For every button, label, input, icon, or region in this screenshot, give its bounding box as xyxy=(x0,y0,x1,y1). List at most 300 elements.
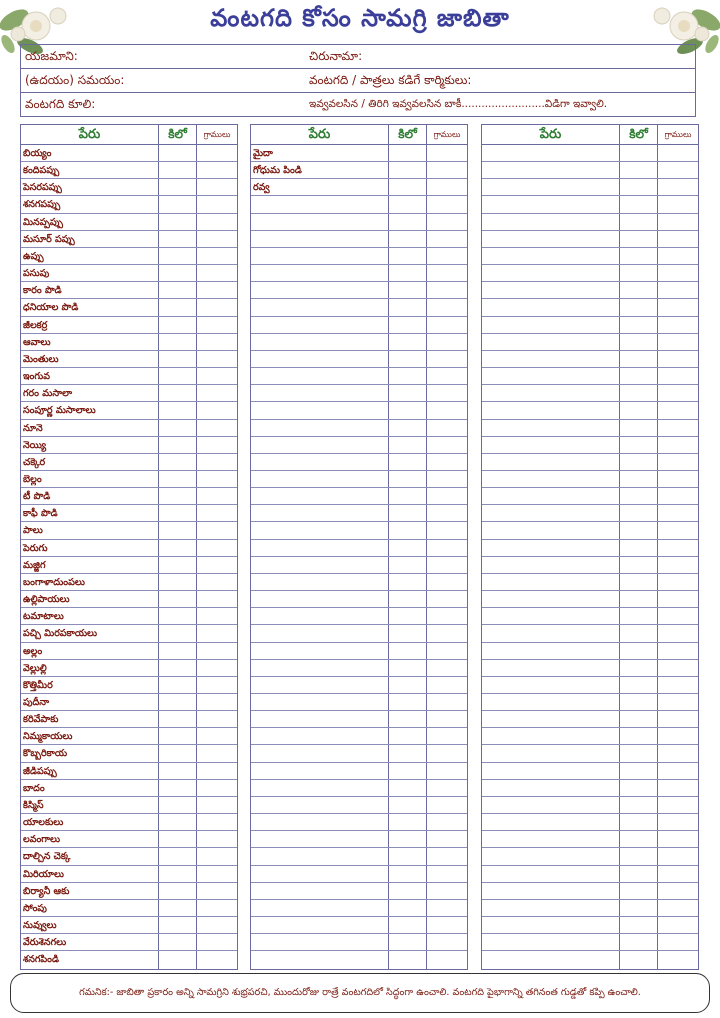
item-name-cell[interactable] xyxy=(482,540,620,556)
item-name-cell[interactable]: కాఫీ పొడి xyxy=(21,505,159,521)
host-field[interactable]: యజమాని: xyxy=(25,49,78,63)
item-name-cell[interactable] xyxy=(251,660,389,676)
kg-cell[interactable] xyxy=(159,831,197,847)
kg-cell[interactable] xyxy=(389,420,427,436)
kg-cell[interactable] xyxy=(389,385,427,401)
item-name-cell[interactable]: మెంతులు xyxy=(21,351,159,367)
grams-cell[interactable] xyxy=(427,608,467,624)
item-name-cell[interactable] xyxy=(251,437,389,453)
grams-cell[interactable] xyxy=(197,625,237,641)
item-name-cell[interactable] xyxy=(251,625,389,641)
item-name-cell[interactable] xyxy=(251,591,389,607)
kg-cell[interactable] xyxy=(159,591,197,607)
kg-cell[interactable] xyxy=(159,179,197,195)
kg-cell[interactable] xyxy=(620,677,658,693)
grams-cell[interactable] xyxy=(197,505,237,521)
kg-cell[interactable] xyxy=(159,883,197,899)
kg-cell[interactable] xyxy=(389,437,427,453)
item-name-cell[interactable]: జీలకర్ర xyxy=(21,317,159,333)
kg-cell[interactable] xyxy=(389,608,427,624)
item-name-cell[interactable] xyxy=(251,780,389,796)
kg-cell[interactable] xyxy=(159,711,197,727)
kg-cell[interactable] xyxy=(389,780,427,796)
grams-cell[interactable] xyxy=(427,179,467,195)
grams-cell[interactable] xyxy=(658,557,698,573)
grams-cell[interactable] xyxy=(427,951,467,968)
item-name-cell[interactable]: బిర్యానీ ఆకు xyxy=(21,883,159,899)
item-name-cell[interactable] xyxy=(482,402,620,418)
item-name-cell[interactable] xyxy=(251,282,389,298)
grams-cell[interactable] xyxy=(427,831,467,847)
kg-cell[interactable] xyxy=(159,540,197,556)
grams-cell[interactable] xyxy=(658,540,698,556)
item-name-cell[interactable] xyxy=(482,179,620,195)
kg-cell[interactable] xyxy=(620,437,658,453)
kg-cell[interactable] xyxy=(159,488,197,504)
kg-cell[interactable] xyxy=(620,591,658,607)
kg-cell[interactable] xyxy=(620,214,658,230)
grams-cell[interactable] xyxy=(658,625,698,641)
grams-cell[interactable] xyxy=(658,900,698,916)
grams-cell[interactable] xyxy=(427,814,467,830)
kg-cell[interactable] xyxy=(620,557,658,573)
kg-cell[interactable] xyxy=(389,917,427,933)
grams-cell[interactable] xyxy=(197,574,237,590)
grams-cell[interactable] xyxy=(427,488,467,504)
grams-cell[interactable] xyxy=(197,763,237,779)
item-name-cell[interactable] xyxy=(482,351,620,367)
kg-cell[interactable] xyxy=(159,196,197,212)
kg-cell[interactable] xyxy=(389,488,427,504)
kg-cell[interactable] xyxy=(620,368,658,384)
item-name-cell[interactable]: మైదా xyxy=(251,145,389,161)
item-name-cell[interactable]: కిస్మిస్ xyxy=(21,797,159,813)
item-name-cell[interactable] xyxy=(251,248,389,264)
grams-cell[interactable] xyxy=(658,917,698,933)
kg-cell[interactable] xyxy=(389,402,427,418)
grams-cell[interactable] xyxy=(197,797,237,813)
grams-cell[interactable] xyxy=(197,831,237,847)
item-name-cell[interactable] xyxy=(482,797,620,813)
item-name-cell[interactable]: పుదీనా xyxy=(21,694,159,710)
grams-cell[interactable] xyxy=(197,402,237,418)
kg-cell[interactable] xyxy=(620,299,658,315)
item-name-cell[interactable] xyxy=(482,917,620,933)
grams-cell[interactable] xyxy=(658,643,698,659)
kg-cell[interactable] xyxy=(620,334,658,350)
grams-cell[interactable] xyxy=(197,951,237,968)
item-name-cell[interactable]: చక్కెర xyxy=(21,454,159,470)
item-name-cell[interactable] xyxy=(251,608,389,624)
kg-cell[interactable] xyxy=(159,402,197,418)
item-name-cell[interactable] xyxy=(251,831,389,847)
item-name-cell[interactable] xyxy=(251,711,389,727)
item-name-cell[interactable] xyxy=(482,625,620,641)
item-name-cell[interactable]: కరివేపాకు xyxy=(21,711,159,727)
kg-cell[interactable] xyxy=(389,351,427,367)
grams-cell[interactable] xyxy=(197,591,237,607)
item-name-cell[interactable]: వెల్లుల్లి xyxy=(21,660,159,676)
kg-cell[interactable] xyxy=(389,162,427,178)
kg-cell[interactable] xyxy=(159,317,197,333)
item-name-cell[interactable] xyxy=(482,505,620,521)
grams-cell[interactable] xyxy=(658,522,698,538)
grams-cell[interactable] xyxy=(197,934,237,950)
kg-cell[interactable] xyxy=(389,145,427,161)
kg-cell[interactable] xyxy=(389,625,427,641)
item-name-cell[interactable]: గోధుమ పిండి xyxy=(251,162,389,178)
grams-cell[interactable] xyxy=(427,420,467,436)
item-name-cell[interactable]: నిమ్మకాయలు xyxy=(21,728,159,744)
item-name-cell[interactable] xyxy=(482,248,620,264)
balance-field[interactable]: ఇవ్వవలసిన / తిరిగి ఇవ్వవలసిన బాకీ.........................విడిగా ఇవ్వాలి. xyxy=(309,98,608,110)
grams-cell[interactable] xyxy=(427,934,467,950)
grams-cell[interactable] xyxy=(197,351,237,367)
kg-cell[interactable] xyxy=(389,677,427,693)
grams-cell[interactable] xyxy=(427,385,467,401)
grams-cell[interactable] xyxy=(197,471,237,487)
grams-cell[interactable] xyxy=(427,334,467,350)
item-name-cell[interactable]: పచ్చి మిరపకాయలు xyxy=(21,625,159,641)
kg-cell[interactable] xyxy=(159,608,197,624)
kg-cell[interactable] xyxy=(389,660,427,676)
item-name-cell[interactable] xyxy=(251,866,389,882)
kg-cell[interactable] xyxy=(389,317,427,333)
grams-cell[interactable] xyxy=(197,540,237,556)
kg-cell[interactable] xyxy=(159,677,197,693)
item-name-cell[interactable] xyxy=(251,196,389,212)
kg-cell[interactable] xyxy=(389,334,427,350)
kg-cell[interactable] xyxy=(159,282,197,298)
grams-cell[interactable] xyxy=(427,540,467,556)
kg-cell[interactable] xyxy=(620,420,658,436)
item-name-cell[interactable]: బాదం xyxy=(21,780,159,796)
grams-cell[interactable] xyxy=(197,179,237,195)
item-name-cell[interactable] xyxy=(482,677,620,693)
item-name-cell[interactable]: నెయ్యి xyxy=(21,437,159,453)
item-name-cell[interactable] xyxy=(482,145,620,161)
kg-cell[interactable] xyxy=(389,745,427,761)
grams-cell[interactable] xyxy=(658,368,698,384)
item-name-cell[interactable] xyxy=(251,351,389,367)
kg-cell[interactable] xyxy=(159,471,197,487)
item-name-cell[interactable] xyxy=(251,522,389,538)
kg-cell[interactable] xyxy=(620,265,658,281)
kg-cell[interactable] xyxy=(159,848,197,864)
grams-cell[interactable] xyxy=(427,145,467,161)
item-name-cell[interactable] xyxy=(482,745,620,761)
item-name-cell[interactable] xyxy=(251,797,389,813)
kg-cell[interactable] xyxy=(620,402,658,418)
grams-cell[interactable] xyxy=(658,883,698,899)
grams-cell[interactable] xyxy=(197,883,237,899)
item-name-cell[interactable] xyxy=(482,848,620,864)
kg-cell[interactable] xyxy=(159,368,197,384)
grams-cell[interactable] xyxy=(197,368,237,384)
grams-cell[interactable] xyxy=(197,522,237,538)
kg-cell[interactable] xyxy=(389,711,427,727)
kg-cell[interactable] xyxy=(620,951,658,968)
item-name-cell[interactable]: దాల్చిన చెక్క xyxy=(21,848,159,864)
grams-cell[interactable] xyxy=(197,248,237,264)
item-name-cell[interactable]: జీడిపప్పు xyxy=(21,763,159,779)
item-name-cell[interactable] xyxy=(482,471,620,487)
kg-cell[interactable] xyxy=(620,196,658,212)
item-name-cell[interactable] xyxy=(251,540,389,556)
item-name-cell[interactable]: సోంపు xyxy=(21,900,159,916)
kg-cell[interactable] xyxy=(620,522,658,538)
kg-cell[interactable] xyxy=(620,797,658,813)
item-name-cell[interactable] xyxy=(251,265,389,281)
item-name-cell[interactable]: ధనియాల పొడి xyxy=(21,299,159,315)
kg-cell[interactable] xyxy=(159,780,197,796)
item-name-cell[interactable] xyxy=(251,471,389,487)
grams-cell[interactable] xyxy=(427,282,467,298)
item-name-cell[interactable] xyxy=(251,848,389,864)
kg-cell[interactable] xyxy=(159,351,197,367)
grams-cell[interactable] xyxy=(658,162,698,178)
item-name-cell[interactable]: మిరియాలు xyxy=(21,866,159,882)
grams-cell[interactable] xyxy=(658,248,698,264)
kg-cell[interactable] xyxy=(389,368,427,384)
grams-cell[interactable] xyxy=(427,351,467,367)
kg-cell[interactable] xyxy=(159,248,197,264)
item-name-cell[interactable]: పసుపు xyxy=(21,265,159,281)
item-name-cell[interactable]: బియ్యం xyxy=(21,145,159,161)
item-name-cell[interactable] xyxy=(251,505,389,521)
item-name-cell[interactable]: మజ్జిగ xyxy=(21,557,159,573)
grams-cell[interactable] xyxy=(427,522,467,538)
kg-cell[interactable] xyxy=(620,643,658,659)
item-name-cell[interactable]: అల్లం xyxy=(21,643,159,659)
item-name-cell[interactable] xyxy=(482,883,620,899)
grams-cell[interactable] xyxy=(427,660,467,676)
kg-cell[interactable] xyxy=(389,866,427,882)
item-name-cell[interactable] xyxy=(482,591,620,607)
grams-cell[interactable] xyxy=(658,488,698,504)
item-name-cell[interactable] xyxy=(251,917,389,933)
grams-cell[interactable] xyxy=(197,282,237,298)
grams-cell[interactable] xyxy=(427,728,467,744)
grams-cell[interactable] xyxy=(658,866,698,882)
kg-cell[interactable] xyxy=(159,660,197,676)
kg-cell[interactable] xyxy=(159,214,197,230)
grams-cell[interactable] xyxy=(427,711,467,727)
grams-cell[interactable] xyxy=(658,385,698,401)
grams-cell[interactable] xyxy=(197,488,237,504)
kg-cell[interactable] xyxy=(159,625,197,641)
item-name-cell[interactable] xyxy=(251,557,389,573)
kg-cell[interactable] xyxy=(389,694,427,710)
grams-cell[interactable] xyxy=(658,471,698,487)
grams-cell[interactable] xyxy=(658,797,698,813)
item-name-cell[interactable]: బెల్లం xyxy=(21,471,159,487)
kg-cell[interactable] xyxy=(620,831,658,847)
grams-cell[interactable] xyxy=(197,780,237,796)
item-name-cell[interactable] xyxy=(482,317,620,333)
cooks-field[interactable]: వంటగది / పాత్రలు కడిగే కార్మికులు: xyxy=(309,73,472,87)
kg-cell[interactable] xyxy=(620,162,658,178)
item-name-cell[interactable]: శనగపిండి xyxy=(21,951,159,968)
item-name-cell[interactable] xyxy=(251,214,389,230)
kg-cell[interactable] xyxy=(620,351,658,367)
grams-cell[interactable] xyxy=(197,437,237,453)
item-name-cell[interactable] xyxy=(482,196,620,212)
grams-cell[interactable] xyxy=(658,728,698,744)
grams-cell[interactable] xyxy=(658,608,698,624)
item-name-cell[interactable] xyxy=(482,368,620,384)
address-field[interactable]: చిరునామా: xyxy=(309,49,363,63)
kg-cell[interactable] xyxy=(389,282,427,298)
item-name-cell[interactable] xyxy=(251,385,389,401)
grams-cell[interactable] xyxy=(658,420,698,436)
grams-cell[interactable] xyxy=(427,162,467,178)
kg-cell[interactable] xyxy=(159,745,197,761)
item-name-cell[interactable] xyxy=(251,900,389,916)
item-name-cell[interactable] xyxy=(482,454,620,470)
item-name-cell[interactable] xyxy=(482,420,620,436)
grams-cell[interactable] xyxy=(658,402,698,418)
item-name-cell[interactable] xyxy=(482,231,620,247)
kg-cell[interactable] xyxy=(159,385,197,401)
item-name-cell[interactable] xyxy=(251,694,389,710)
grams-cell[interactable] xyxy=(427,848,467,864)
grams-cell[interactable] xyxy=(658,351,698,367)
kg-cell[interactable] xyxy=(159,334,197,350)
time-field[interactable]: (ఉదయం) సమయం: xyxy=(25,73,125,87)
item-name-cell[interactable]: నువ్వులు xyxy=(21,917,159,933)
grams-cell[interactable] xyxy=(197,694,237,710)
grams-cell[interactable] xyxy=(197,214,237,230)
item-name-cell[interactable] xyxy=(251,934,389,950)
grams-cell[interactable] xyxy=(427,231,467,247)
kg-cell[interactable] xyxy=(620,145,658,161)
kg-cell[interactable] xyxy=(620,780,658,796)
item-name-cell[interactable] xyxy=(482,780,620,796)
item-name-cell[interactable]: ఉల్లిపాయలు xyxy=(21,591,159,607)
grams-cell[interactable] xyxy=(427,317,467,333)
grams-cell[interactable] xyxy=(427,265,467,281)
kg-cell[interactable] xyxy=(389,248,427,264)
grams-cell[interactable] xyxy=(658,282,698,298)
kg-cell[interactable] xyxy=(620,883,658,899)
kg-cell[interactable] xyxy=(159,574,197,590)
item-name-cell[interactable] xyxy=(251,677,389,693)
item-name-cell[interactable]: మినప్పప్పు xyxy=(21,214,159,230)
kg-cell[interactable] xyxy=(389,643,427,659)
kg-cell[interactable] xyxy=(159,763,197,779)
item-name-cell[interactable] xyxy=(251,643,389,659)
grams-cell[interactable] xyxy=(427,900,467,916)
grams-cell[interactable] xyxy=(197,866,237,882)
kg-cell[interactable] xyxy=(389,265,427,281)
kg-cell[interactable] xyxy=(159,299,197,315)
grams-cell[interactable] xyxy=(197,711,237,727)
item-name-cell[interactable] xyxy=(482,299,620,315)
kg-cell[interactable] xyxy=(389,797,427,813)
grams-cell[interactable] xyxy=(197,162,237,178)
kg-cell[interactable] xyxy=(159,557,197,573)
kg-cell[interactable] xyxy=(620,694,658,710)
kg-cell[interactable] xyxy=(620,574,658,590)
item-name-cell[interactable] xyxy=(251,745,389,761)
kg-cell[interactable] xyxy=(159,900,197,916)
item-name-cell[interactable]: ఉప్పు xyxy=(21,248,159,264)
grams-cell[interactable] xyxy=(427,368,467,384)
grams-cell[interactable] xyxy=(658,814,698,830)
item-name-cell[interactable] xyxy=(482,900,620,916)
grams-cell[interactable] xyxy=(197,334,237,350)
item-name-cell[interactable] xyxy=(251,488,389,504)
kg-cell[interactable] xyxy=(389,900,427,916)
item-name-cell[interactable] xyxy=(251,420,389,436)
item-name-cell[interactable] xyxy=(482,214,620,230)
grams-cell[interactable] xyxy=(197,677,237,693)
kg-cell[interactable] xyxy=(620,814,658,830)
kg-cell[interactable] xyxy=(620,317,658,333)
grams-cell[interactable] xyxy=(658,317,698,333)
kg-cell[interactable] xyxy=(159,814,197,830)
kg-cell[interactable] xyxy=(389,883,427,899)
grams-cell[interactable] xyxy=(427,883,467,899)
grams-cell[interactable] xyxy=(658,334,698,350)
item-name-cell[interactable]: మసూర్ పప్పు xyxy=(21,231,159,247)
grams-cell[interactable] xyxy=(197,385,237,401)
item-name-cell[interactable] xyxy=(251,334,389,350)
grams-cell[interactable] xyxy=(658,145,698,161)
grams-cell[interactable] xyxy=(197,317,237,333)
grams-cell[interactable] xyxy=(197,643,237,659)
item-name-cell[interactable] xyxy=(482,660,620,676)
kg-cell[interactable] xyxy=(389,505,427,521)
grams-cell[interactable] xyxy=(658,677,698,693)
grams-cell[interactable] xyxy=(658,454,698,470)
kg-cell[interactable] xyxy=(389,299,427,315)
grams-cell[interactable] xyxy=(658,214,698,230)
grams-cell[interactable] xyxy=(658,660,698,676)
item-name-cell[interactable]: కందిపప్పు xyxy=(21,162,159,178)
item-name-cell[interactable]: టీ పొడి xyxy=(21,488,159,504)
item-name-cell[interactable] xyxy=(482,557,620,573)
item-name-cell[interactable] xyxy=(251,402,389,418)
grams-cell[interactable] xyxy=(658,179,698,195)
grams-cell[interactable] xyxy=(197,608,237,624)
grams-cell[interactable] xyxy=(197,196,237,212)
item-name-cell[interactable] xyxy=(482,814,620,830)
grams-cell[interactable] xyxy=(658,505,698,521)
item-name-cell[interactable] xyxy=(482,831,620,847)
grams-cell[interactable] xyxy=(427,299,467,315)
kg-cell[interactable] xyxy=(389,179,427,195)
item-name-cell[interactable]: వేరుశెనగలు xyxy=(21,934,159,950)
item-name-cell[interactable] xyxy=(251,814,389,830)
item-name-cell[interactable] xyxy=(251,574,389,590)
grams-cell[interactable] xyxy=(197,231,237,247)
kg-cell[interactable] xyxy=(389,728,427,744)
item-name-cell[interactable] xyxy=(482,162,620,178)
kg-cell[interactable] xyxy=(620,763,658,779)
kg-cell[interactable] xyxy=(620,540,658,556)
item-name-cell[interactable]: శనగపప్పు xyxy=(21,196,159,212)
grams-cell[interactable] xyxy=(427,248,467,264)
grams-cell[interactable] xyxy=(427,471,467,487)
kg-cell[interactable] xyxy=(389,574,427,590)
kg-cell[interactable] xyxy=(389,540,427,556)
grams-cell[interactable] xyxy=(658,711,698,727)
grams-cell[interactable] xyxy=(197,454,237,470)
grams-cell[interactable] xyxy=(427,557,467,573)
item-name-cell[interactable]: ఆవాలు xyxy=(21,334,159,350)
